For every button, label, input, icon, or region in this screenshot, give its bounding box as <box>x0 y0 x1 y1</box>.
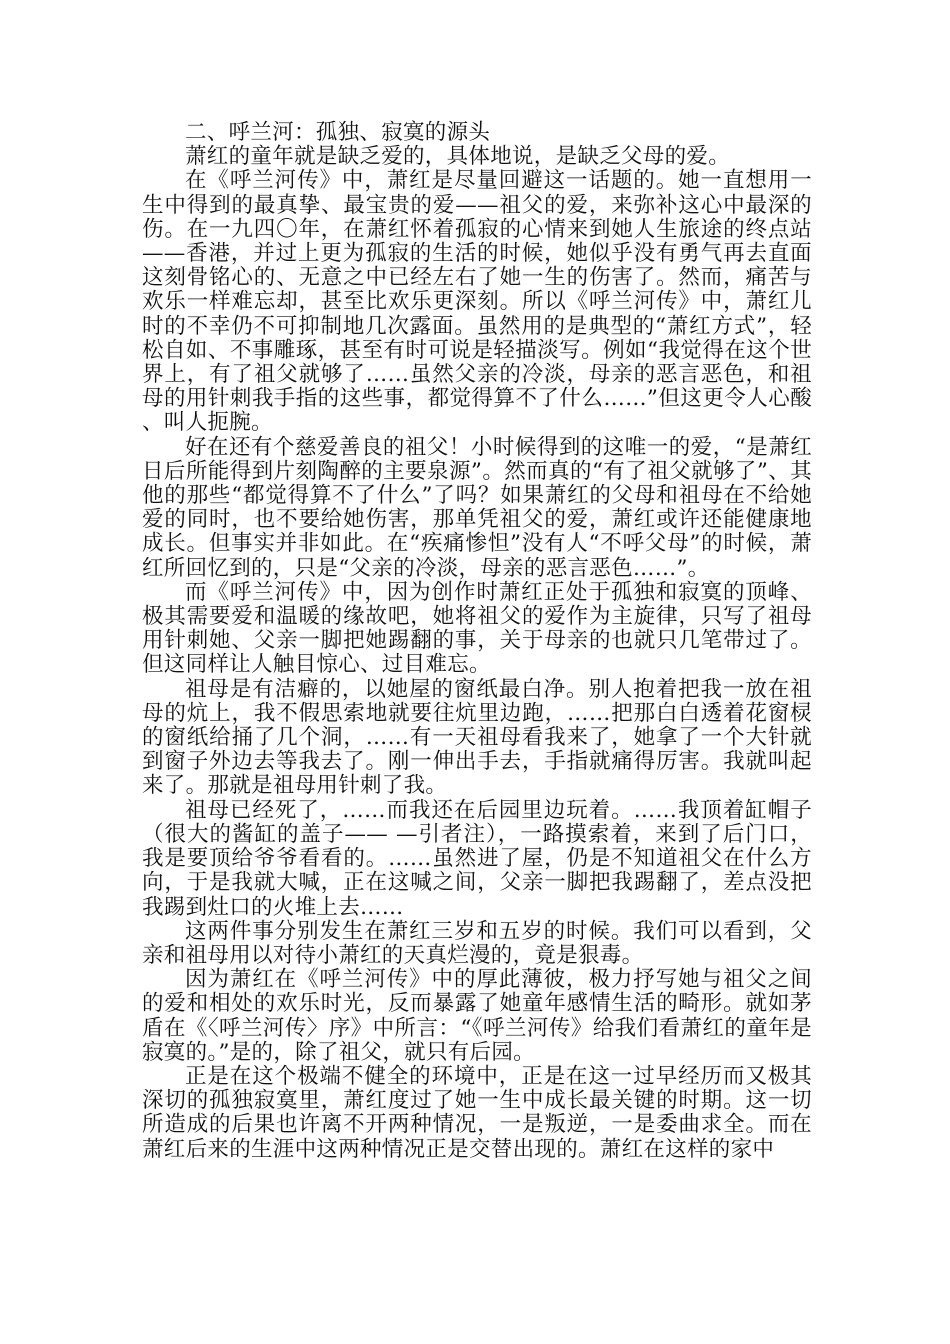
quote-paragraph-2: 祖母已经死了，……而我还在后园里边玩着。……我顶着缸帽子（很大的酱缸的盖子—— —引者注），一路摸索着，来到了后门口，我是要顶给爷爷看看的。……虽然进了屋，仍是不知道祖父在什么方向，于是我就大喊，正在这喊之间，父亲一脚把我踢翻了，差点没把我踢到灶口的火堆上去…… <box>142 797 812 920</box>
paragraph-7: 正是在这个极端不健全的环境中，正是在这一过早经历而又极其深切的孤独寂寞里，萧红度过了她一生中成长最关键的时期。这一切所造成的后果也许离不开两种情况，一是叛逆，一是委曲求全。而在萧红后来的生涯中这两种情况正是交替出现的。萧红在这样的家中 <box>142 1063 812 1162</box>
paragraph-5: 这两件事分别发生在萧红三岁和五岁的时候。我们可以看到，父亲和祖母用以对待小萧红的天真烂漫的，竟是狠毒。 <box>142 918 812 968</box>
document-body <box>142 121 812 1162</box>
paragraph-6: 因为萧红在《呼兰河传》中的厚此薄彼，极力抒写她与祖父之间的爱和相处的欢乐时光，反而暴露了她童年感情生活的畸形。就如茅盾在《〈呼兰河传〉序》中所言：“《呼兰河传》给我们看萧红的童年是寂寞的。”是的，除了祖父，就只有后园。 <box>142 967 812 1065</box>
paragraph-3: 好在还有个慈爱善良的祖父！小时候得到的这唯一的爱，“是萧红日后所能得到片刻陶醉的主要泉源”。然而真的“有了祖父就够了”、其他的那些“都觉得算不了什么”了吗？如果萧红的父母和祖母在不给她爱的同时，也不要给她伤害，那单凭祖父的爱，萧红或许还能健康地成长。但事实并非如此。在“疾痛惨怛”没有人“不呼父母”的时候，萧红所回忆到的，只是“父亲的冷淡，母亲的恶言恶色……”。 <box>142 434 812 581</box>
paragraph-4: 而《呼兰河传》中，因为创作时萧红正处于孤独和寂寞的顶峰、极其需要爱和温暖的缘故吧，她将祖父的爱作为主旋律，只写了祖母用针刺她、父亲一脚把她踢翻的事，关于母亲的也就只几笔带过了。但这同样让人触目惊心、过目难忘。 <box>142 579 812 678</box>
paragraph-1: 萧红的童年就是缺乏爱的，具体地说，是缺乏父母的爱。 <box>185 144 731 170</box>
quote-paragraph-1: 祖母是有洁癖的，以她屋的窗纸最白净。别人抱着把我一放在祖母的炕上，我不假思索地就要往炕里边跑，……把那白白透着花窗棂的窗纸给捅了几个洞，……有一天祖母看我来了，她拿了一个大针就到窗子外边去等我去了。刚一伸出手去，手指就痛得厉害。我就叫起来了。那就是祖母用针刺了我。 <box>142 676 812 799</box>
section-heading: 二、呼兰河：孤独、寂寞的源头 <box>185 120 491 145</box>
paragraph-2: 在《呼兰河传》中，萧红是尽量回避这一话题的。她一直想用一生中得到的最真挚、最宝贵的爱——祖父的爱，来弥补这心中最深的伤。在一九四〇年，在萧红怀着孤寂的心情来到她人生旅途的终点站——香港，并过上更为孤寂的生活的时候，她似乎没有勇气再去直面这刻骨铭心的、无意之中已经左右了她一生的伤害了。然而，痛苦与欢乐一样难忘却，甚至比欢乐更深刻。所以《呼兰河传》中，萧红儿时的不幸仍不可抑制地几次露面。虽然用的是典型的“萧红方式”，轻松自如、不事雕琢，甚至有时可说是轻描淡写。例如“我觉得在这个世界上，有了祖父就够了……虽然父亲的冷淡，母亲的恶言恶色，和祖母的用针刺我手指的这些事，都觉得算不了什么……”但这更令人心酸、叫人扼腕。 <box>142 168 812 436</box>
